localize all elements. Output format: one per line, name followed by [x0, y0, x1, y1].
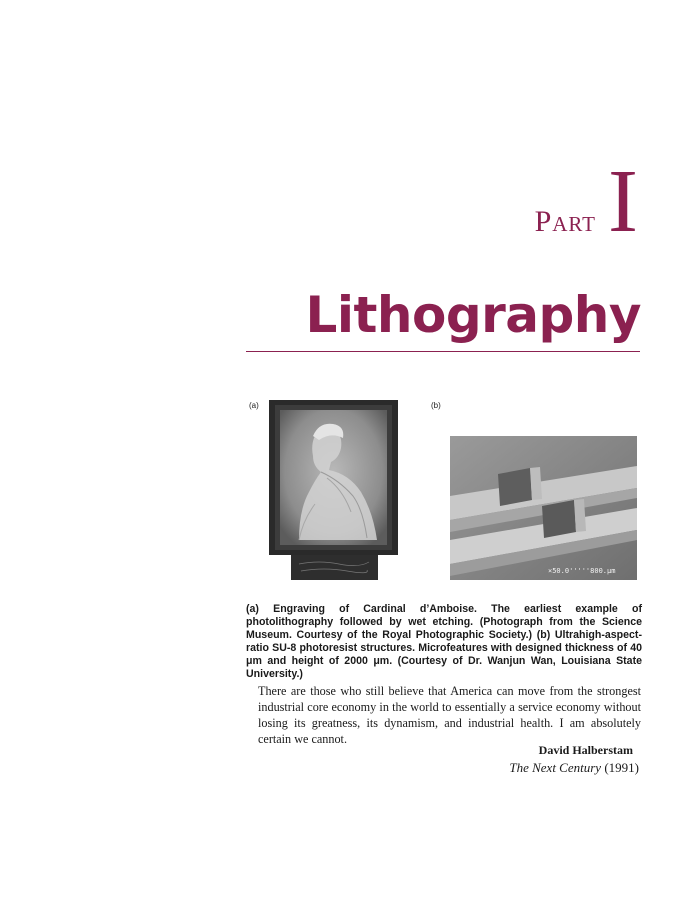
part-heading	[534, 152, 638, 251]
epigraph-quote: There are those who still believe that America can move from the strongest industrial core economy in the world to essentially a service economy without losing its greatness, its dynamism, and industrial health. I am absolutely certain we cannot.	[258, 684, 641, 746]
figure-b-scale-text: ×50.0'''''800.μm	[548, 567, 616, 575]
figure-a-engraving-image	[269, 400, 398, 580]
part-title: Lithography	[305, 286, 641, 344]
figure-b-label: (b)	[431, 401, 441, 410]
quote-source	[509, 760, 639, 776]
title-divider	[246, 351, 640, 352]
figure-a-label: (a)	[249, 401, 259, 410]
quote-source-year: (1991)	[604, 760, 639, 775]
quote-author: David Halberstam	[538, 743, 633, 757]
part-word: Part	[534, 205, 597, 238]
quote-source-title: The Next Century	[509, 760, 602, 775]
figure-b-sem-micrograph	[450, 436, 637, 580]
figure-caption: (a) Engraving of Cardinal d’Amboise. The earliest example of photolithography followed by wet etching. (Photograph from the Science Museum. Courtesy of the Royal Photographic Society.) (b) Ultrahigh-aspect-ratio SU-8 photoresist structures. Microfeatures with designed thickness of 40 μm and height of 2000 μm. (Courtesy of Dr. Wanjun Wan, Louisiana State University.)	[246, 603, 642, 680]
part-numeral: I	[608, 152, 638, 251]
